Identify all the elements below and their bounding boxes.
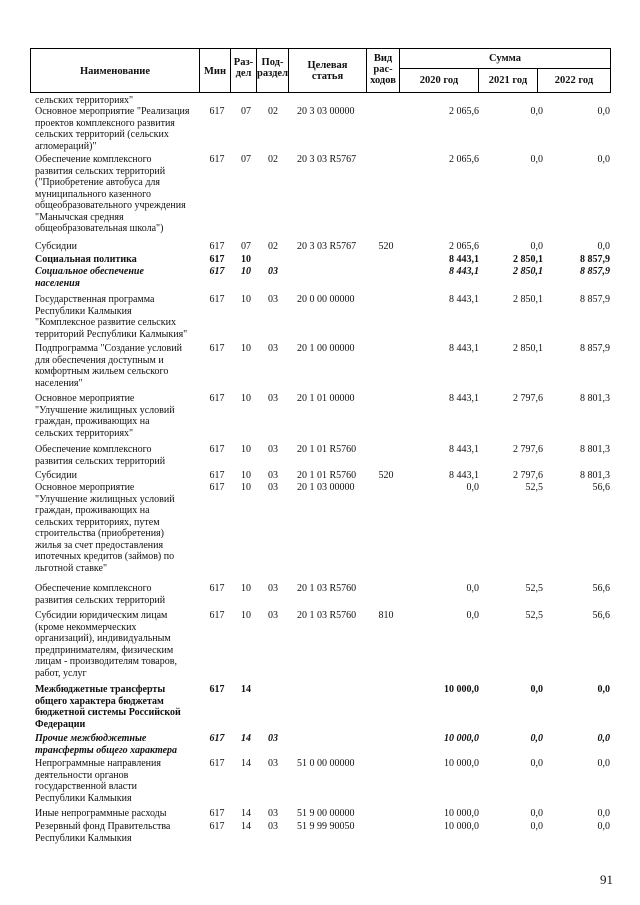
row-name <box>35 684 205 730</box>
row-sum-2022: 0,0 <box>597 821 610 832</box>
row-name-line: Обеспечение комплексного <box>35 583 152 594</box>
row-podr: 03 <box>268 610 278 621</box>
row-sum-2022: 0,0 <box>597 106 610 117</box>
row-sum-2020: 0,0 <box>466 482 479 493</box>
row-vid: 520 <box>378 241 394 252</box>
row-min: 617 <box>209 393 225 404</box>
row-name-line: лицам - производителям товаров, <box>35 656 177 667</box>
row-podr: 03 <box>268 444 278 455</box>
row-name-line: Социальная политика <box>35 254 137 265</box>
header-vid-line3: ходов <box>370 75 396 86</box>
row-name-line: деятельности органов <box>35 769 129 781</box>
row-name <box>35 343 205 389</box>
row-sum-2022: 0,0 <box>597 758 610 769</box>
row-sum-2020: 0,0 <box>466 610 479 621</box>
page-number: 91 <box>600 872 613 887</box>
row-name <box>35 254 205 266</box>
row-min: 617 <box>209 470 225 481</box>
row-name-line: Республики Калмыкия <box>35 832 132 844</box>
row-podr: 03 <box>268 821 278 832</box>
row-min: 617 <box>209 583 225 594</box>
row-podr: 03 <box>268 733 278 744</box>
header-2021-label: 2021 год <box>488 75 528 86</box>
row-name-line: Субсидии <box>35 241 77 252</box>
row-sum-2022: 8 801,3 <box>580 393 610 404</box>
row-razd: 07 <box>241 241 251 252</box>
row-csr: 20 3 03 00000 <box>297 106 355 117</box>
header-2022-label: 2022 год <box>554 75 594 86</box>
row-sum-2021: 2 850,1 <box>513 266 543 277</box>
row-podr: 03 <box>268 808 278 819</box>
row-sum-2022: 0,0 <box>597 808 610 819</box>
row-sum-2022: 8 857,9 <box>580 254 610 265</box>
row-name-line: "Улучшение жилищных условий <box>35 404 175 416</box>
header-razd-label <box>230 57 257 79</box>
row-name-line: общего характера бюджетам <box>35 695 164 707</box>
row-csr: 51 9 99 90050 <box>297 821 355 832</box>
row-name <box>35 610 205 679</box>
row-podr: 03 <box>268 583 278 594</box>
row-min: 617 <box>209 241 225 252</box>
row-name-line: территорий Республики Калмыкия" <box>35 328 188 340</box>
row-sum-2021: 52,5 <box>525 583 543 594</box>
row-sum-2020: 10 000,0 <box>444 821 479 832</box>
row-name-line: Подпрограмма "Создание условий <box>35 343 182 354</box>
row-sum-2022: 0,0 <box>597 733 610 744</box>
row-min: 617 <box>209 444 225 455</box>
row-name-line: "Манычская средняя <box>35 211 124 223</box>
row-razd: 10 <box>241 393 251 404</box>
row-name-line: бюджетной системы Российской <box>35 707 181 718</box>
row-name <box>35 444 205 467</box>
row-name-line: развития сельских территорий <box>35 455 166 467</box>
row-sum-2021: 0,0 <box>530 241 543 252</box>
row-name <box>35 241 205 253</box>
row-name <box>35 95 205 107</box>
row-name <box>35 393 205 439</box>
row-csr: 20 1 03 R5760 <box>297 583 357 594</box>
header-podr-label <box>256 57 289 79</box>
row-csr: 20 0 00 00000 <box>297 294 355 305</box>
row-podr: 03 <box>268 266 278 277</box>
row-sum-2022: 56,6 <box>592 610 610 621</box>
row-name-line: Субсидии юридическим лицам <box>35 610 168 621</box>
row-name <box>35 294 205 340</box>
row-name-line: сельских территориях, путем <box>35 516 160 528</box>
row-sum-2020: 8 443,1 <box>449 254 479 265</box>
row-name-line: льготной ставке" <box>35 562 108 574</box>
row-sum-2021: 0,0 <box>530 684 543 695</box>
row-name-line: Основное мероприятие <box>35 393 135 404</box>
row-podr: 03 <box>268 343 278 354</box>
row-name-line: ("Приобретение автобуса для <box>35 177 160 188</box>
row-sum-2021: 2 797,6 <box>513 444 543 455</box>
table-header <box>0 0 640 95</box>
row-sum-2021: 0,0 <box>530 821 543 832</box>
row-csr: 51 9 00 00000 <box>297 808 355 819</box>
row-vid: 810 <box>378 610 394 621</box>
row-min: 617 <box>209 684 225 695</box>
row-csr: 20 1 03 00000 <box>297 482 355 493</box>
row-name-line: агломераций)" <box>35 140 97 152</box>
row-name-line: трансферты общего характера <box>35 744 178 756</box>
row-razd: 10 <box>241 482 251 493</box>
row-sum-2022: 56,6 <box>592 583 610 594</box>
row-name-line: общеобразовательная школа") <box>35 223 164 234</box>
row-razd: 10 <box>241 266 251 277</box>
row-name-line: населения" <box>35 377 83 389</box>
row-name-line: Иные непрограммные расходы <box>35 808 167 819</box>
row-name <box>35 470 205 482</box>
row-name-line: Государственная программа <box>35 294 155 305</box>
header-min-label: Мин <box>203 66 226 77</box>
row-name-line: строительства (приобретения) <box>35 528 164 539</box>
row-sum-2021: 2 850,1 <box>513 294 543 305</box>
row-sum-2022: 8 857,9 <box>580 294 610 305</box>
row-name-line: Основное мероприятие "Реализация <box>35 106 190 117</box>
row-name-line: Межбюджетные трансферты <box>35 684 166 695</box>
row-min: 617 <box>209 758 225 769</box>
row-name-line: Непрограммные направления <box>35 758 161 769</box>
row-sum-2020: 10 000,0 <box>444 684 479 695</box>
row-sum-2021: 2 797,6 <box>513 393 543 404</box>
row-csr: 20 1 00 00000 <box>297 343 355 354</box>
header-razd-line2: дел <box>235 68 252 79</box>
row-name-line: "Комплексное развитие сельских <box>35 317 176 328</box>
row-name <box>35 808 205 820</box>
row-razd: 14 <box>241 684 251 695</box>
row-min: 617 <box>209 482 225 493</box>
row-csr: 20 3 03 R5767 <box>297 154 357 165</box>
row-name-line: Республики Калмыкия <box>35 792 132 804</box>
row-name <box>35 266 205 289</box>
row-csr: 51 0 00 00000 <box>297 758 355 769</box>
row-sum-2022: 8 801,3 <box>580 470 610 481</box>
row-name-line: Резервный фонд Правительства <box>35 821 171 832</box>
row-name-line: комфортным жильем сельского <box>35 366 169 377</box>
row-name-line: для обеспечения доступным и <box>35 354 164 366</box>
header-csr-line2: статья <box>311 71 344 82</box>
row-vid: 520 <box>378 470 394 481</box>
row-sum-2021: 2 797,6 <box>513 470 543 481</box>
row-min: 617 <box>209 343 225 354</box>
row-name <box>35 106 205 152</box>
row-razd: 07 <box>241 106 251 117</box>
row-podr: 03 <box>268 470 278 481</box>
header-razd-line1: Раз- <box>233 57 254 68</box>
row-razd: 10 <box>241 610 251 621</box>
row-name-line: сельских территориях" <box>35 427 134 439</box>
row-name-line: Субсидии <box>35 470 77 481</box>
row-razd: 10 <box>241 294 251 305</box>
row-sum-2021: 2 850,1 <box>513 254 543 265</box>
row-name-line: Социальное обеспечение <box>35 266 144 277</box>
row-min: 617 <box>209 266 225 277</box>
header-vid-line2: рас- <box>373 64 393 75</box>
row-podr: 02 <box>268 106 278 117</box>
row-name-line: предпринимателям, физическим <box>35 644 174 656</box>
row-name-line: граждан, проживающих на <box>35 416 150 427</box>
row-min: 617 <box>209 808 225 819</box>
row-sum-2021: 52,5 <box>525 482 543 493</box>
row-sum-2021: 0,0 <box>530 106 543 117</box>
row-name-line: организаций), индивидуальным <box>35 633 171 644</box>
row-name <box>35 583 205 606</box>
row-name-line: сельских территориях" <box>35 95 134 106</box>
header-vid-line1: Вид <box>373 53 393 64</box>
row-razd: 10 <box>241 583 251 594</box>
row-name-line: сельских территорий (сельских <box>35 129 169 140</box>
row-razd: 14 <box>241 821 251 832</box>
row-razd: 10 <box>241 343 251 354</box>
row-name-line: населения <box>35 277 80 289</box>
row-min: 617 <box>209 733 225 744</box>
row-name-line: Федерации <box>35 718 86 730</box>
row-sum-2022: 0,0 <box>597 154 610 165</box>
header-summa-label: Сумма <box>489 53 521 64</box>
header-vid-label <box>366 53 400 86</box>
header-name-label: Наименование <box>80 66 150 77</box>
row-razd: 10 <box>241 470 251 481</box>
row-csr: 20 3 03 R5767 <box>297 241 357 252</box>
row-sum-2022: 8 857,9 <box>580 266 610 277</box>
row-sum-2022: 56,6 <box>592 482 610 493</box>
row-sum-2020: 10 000,0 <box>444 733 479 744</box>
row-podr: 03 <box>268 294 278 305</box>
row-sum-2021: 0,0 <box>530 808 543 819</box>
row-name-line: проектов комплексного развития <box>35 117 175 129</box>
row-min: 617 <box>209 294 225 305</box>
row-sum-2020: 0,0 <box>466 583 479 594</box>
row-csr: 20 1 01 00000 <box>297 393 355 404</box>
row-sum-2020: 8 443,1 <box>449 294 479 305</box>
row-sum-2021: 0,0 <box>530 733 543 744</box>
row-name <box>35 482 205 574</box>
row-name-line: муниципального казенного <box>35 188 151 200</box>
row-sum-2022: 8 857,9 <box>580 343 610 354</box>
header-csr-label <box>288 60 367 82</box>
row-sum-2020: 2 065,6 <box>449 106 479 117</box>
row-csr: 20 1 01 R5760 <box>297 444 357 455</box>
row-sum-2021: 0,0 <box>530 758 543 769</box>
row-sum-2020: 8 443,1 <box>449 266 479 277</box>
row-name-line: общеобразовательного учреждения <box>35 200 186 211</box>
row-name-line: Обеспечение комплексного <box>35 154 152 165</box>
row-sum-2022: 0,0 <box>597 684 610 695</box>
row-sum-2020: 2 065,6 <box>449 241 479 252</box>
row-name-line: развития сельских территорий <box>35 594 166 606</box>
row-razd: 10 <box>241 254 251 265</box>
row-sum-2021: 2 850,1 <box>513 343 543 354</box>
row-name <box>35 758 205 804</box>
row-csr: 20 1 01 R5760 <box>297 470 357 481</box>
row-razd: 14 <box>241 808 251 819</box>
row-sum-2021: 0,0 <box>530 154 543 165</box>
row-podr: 03 <box>268 393 278 404</box>
row-name-line: развития сельских территорий <box>35 165 166 177</box>
row-name-line: ипотечных кредитов (займов) по <box>35 551 175 562</box>
row-sum-2020: 10 000,0 <box>444 758 479 769</box>
row-name <box>35 821 205 844</box>
row-podr: 03 <box>268 758 278 769</box>
row-name-line: Основное мероприятие <box>35 482 135 493</box>
row-min: 617 <box>209 106 225 117</box>
header-2020-label: 2020 год <box>419 75 459 86</box>
row-min: 617 <box>209 154 225 165</box>
row-min: 617 <box>209 610 225 621</box>
row-name-line: граждан, проживающих на <box>35 505 150 516</box>
row-sum-2020: 10 000,0 <box>444 808 479 819</box>
row-sum-2021: 52,5 <box>525 610 543 621</box>
header-podr-line2: раздел <box>257 68 288 79</box>
row-name-line: Республики Калмыкия <box>35 305 132 317</box>
row-sum-2020: 8 443,1 <box>449 470 479 481</box>
row-name-line: Прочие межбюджетные <box>35 733 147 744</box>
row-razd: 14 <box>241 758 251 769</box>
header-csr-line1: Целевая <box>307 60 348 71</box>
header-podr-line1: Под- <box>261 57 284 68</box>
row-min: 617 <box>209 821 225 832</box>
row-sum-2020: 2 065,6 <box>449 154 479 165</box>
row-sum-2020: 8 443,1 <box>449 393 479 404</box>
row-razd: 14 <box>241 733 251 744</box>
row-sum-2022: 0,0 <box>597 241 610 252</box>
row-podr: 03 <box>268 482 278 493</box>
row-name <box>35 733 205 756</box>
row-name-line: Обеспечение комплексного <box>35 444 152 455</box>
row-csr: 20 1 03 R5760 <box>297 610 357 621</box>
row-min: 617 <box>209 254 225 265</box>
row-sum-2022: 8 801,3 <box>580 444 610 455</box>
row-sum-2020: 8 443,1 <box>449 444 479 455</box>
row-name-line: работ, услуг <box>35 667 87 679</box>
row-razd: 10 <box>241 444 251 455</box>
row-podr: 02 <box>268 241 278 252</box>
row-razd: 07 <box>241 154 251 165</box>
row-name-line: жилья за счет предоставления <box>35 539 164 551</box>
row-name <box>35 154 205 235</box>
row-name-line: (кроме некоммерческих <box>35 621 137 633</box>
row-name-line: "Улучшение жилищных условий <box>35 493 175 505</box>
row-podr: 02 <box>268 154 278 165</box>
row-sum-2020: 8 443,1 <box>449 343 479 354</box>
row-name-line: государственной власти <box>35 781 137 792</box>
